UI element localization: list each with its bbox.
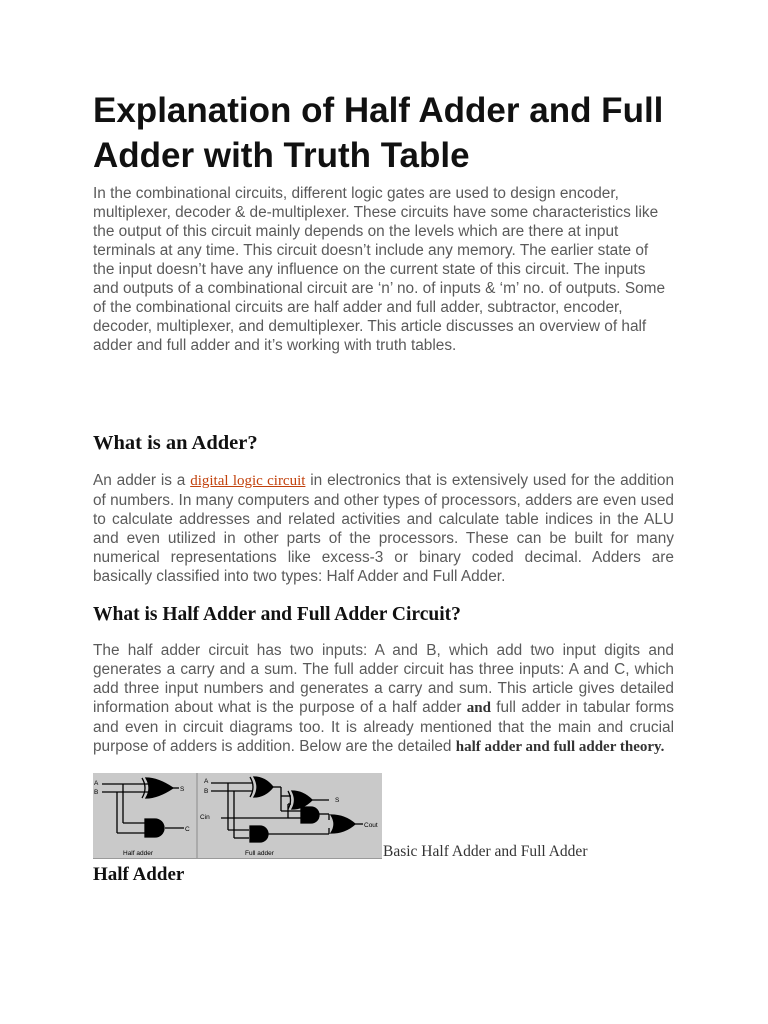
half-adder-input-b-label: B: [94, 789, 99, 796]
half-adder-sum-label: S: [180, 786, 185, 793]
half-adder-heading: Half Adder: [93, 864, 185, 885]
half-full-text-2: full adder in tabular forms and even in circuit diagrams too. It is already mentioned that the main and crucial purpose of adders is addition. Below are the detailed: [93, 699, 674, 755]
bold-and: and: [466, 700, 491, 716]
half-full-adder-paragraph: [93, 641, 674, 757]
half-full-text-1: The half adder circuit has two inputs: A and B, which add two input digits and generates a carry and a sum. The full adder circuit has three inputs: A and C, which add three input numbers and generates a carry and sum. This article gives detailed information about what is the purpose of a half adder: [93, 642, 674, 716]
full-adder-input-b-label: B: [204, 788, 209, 795]
circuit-svg: [93, 773, 382, 859]
digital-logic-circuit-link[interactable]: digital logic circuit: [190, 473, 306, 489]
figure-caption: Basic Half Adder and Full Adder: [383, 843, 588, 860]
full-adder-input-a-label: A: [204, 778, 209, 785]
intro-paragraph: In the combinational circuits, different logic gates are used to design encoder, multiplexer, decoder & de-multiplexer. These circuits have some characteristics like the output of this circuit mainly depends on the levels which are there at input terminals at any time. This circuit doesn’t include any memory. The earlier state of the input doesn’t have any influence on the current state of this circuit. The inputs and outputs of a combinational circuit are ‘n’ no. of inputs & ‘m’ no. of outputs. Some of the combinational circuits are half adder and full adder, subtractor, encoder, decoder, multiplexer, and demultiplexer. This article discusses an overview of half adder and full adder and it’s working with truth tables.: [93, 185, 666, 354]
full-adder-input-cin-label: Cin: [200, 814, 210, 821]
bold-theory-text: half adder and full adder theory.: [455, 739, 665, 755]
adder-circuit-diagram: [93, 773, 382, 859]
adder-text-after: in electronics that is extensively used for the addition of numbers. In many computers and other types of processors, adders are even used to calculate addresses and related activities and calculate table indices in the ALU and even utilized in other parts of the processors. These can be built for many numerical representations like excess-3 or binary coded decimal. Adders are basically classified into two types: Half Adder and Full Adder.: [93, 472, 675, 585]
half-adder-caption-label: Half adder: [123, 850, 153, 857]
full-adder-sum-label: S: [335, 797, 340, 804]
full-adder-caption-label: Full adder: [245, 850, 274, 857]
half-adder-carry-label: C: [185, 826, 190, 833]
half-adder-input-a-label: A: [94, 780, 99, 787]
adder-text-before: An adder is a: [93, 472, 191, 489]
adder-paragraph: [93, 471, 674, 586]
page-title: Explanation of Half Adder and Full Adder with Truth Table: [93, 91, 664, 175]
adder-heading: What is an Adder?: [93, 432, 258, 454]
full-adder-cout-label: Cout: [364, 822, 378, 829]
half-full-adder-heading: What is Half Adder and Full Adder Circuit?: [93, 604, 461, 625]
